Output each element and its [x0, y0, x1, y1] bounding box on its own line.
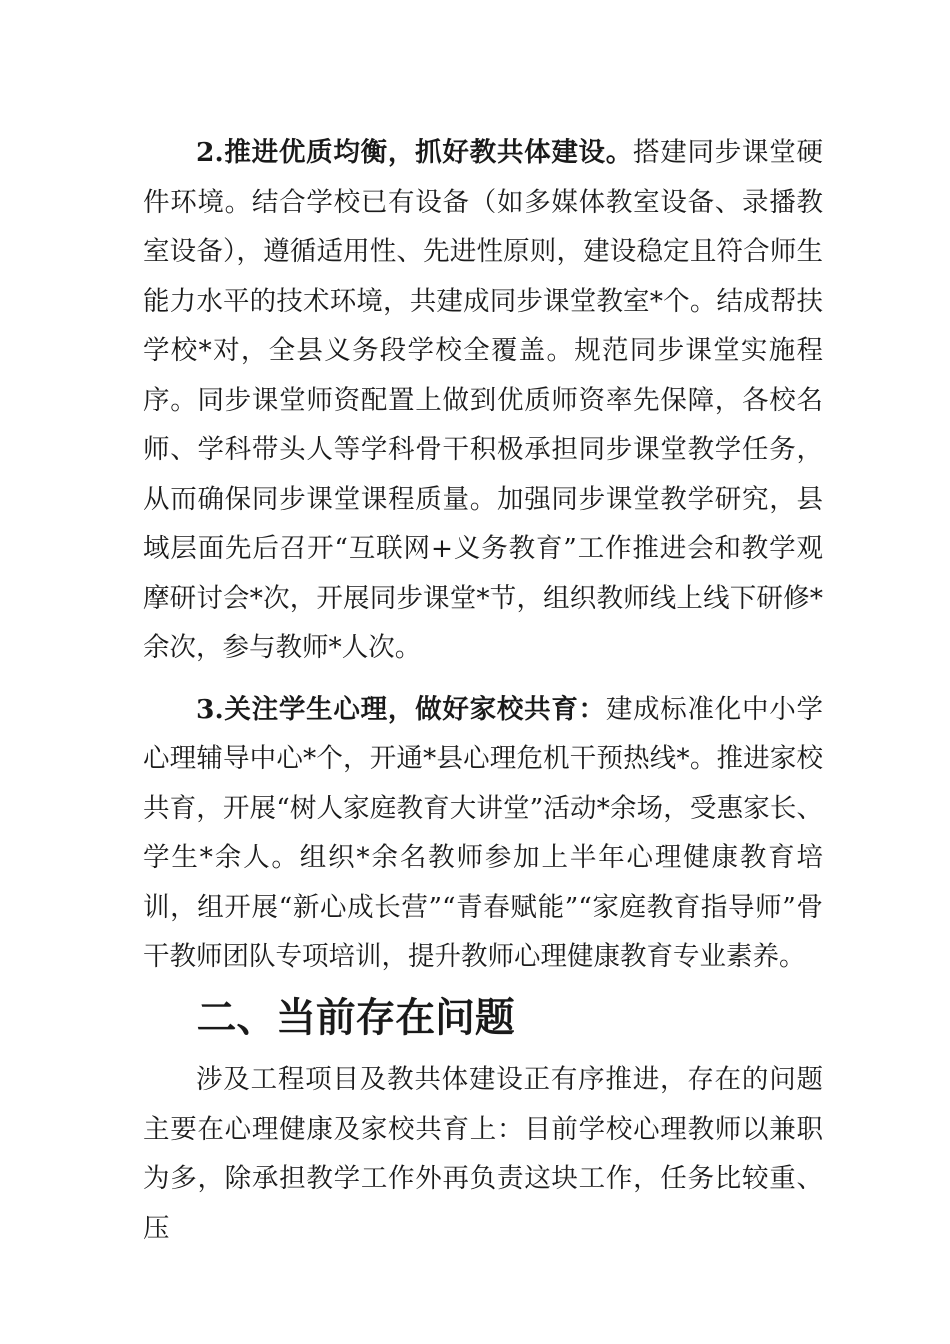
section-lead: 2.推进优质均衡，抓好教共体建设。	[196, 137, 634, 168]
section-paragraph	[143, 128, 823, 673]
section-heading: 二、当前存在问题	[196, 994, 515, 1041]
section-body: 建成标准化中小学心理辅导中心*个，开通*县心理危机干预热线*。推进家校共育，开展“树人家庭教育大讲堂”活动*余场，受惠家长、学生*余人。组织*余名教师参加上半年心理健康教育培训，组开展“新心成长营”“青春赋能”“家庭教育指导师”骨干教师团队专项培训，提升教师心理健康教育专业素养。	[143, 693, 824, 972]
final-paragraph: 涉及工程项目及教共体建设正有序推进，存在的问题主要在心理健康及家校共育上：目前学校心理教师以兼职为多，除承担教学工作外再负责这块工作，任务比较重、压	[143, 1064, 823, 1244]
section-paragraph	[143, 685, 823, 982]
section-body: 搭建同步课堂硬件环境。结合学校已有设备（如多媒体教室设备、录播教室设备），遵循适用性、先进性原则，建设稳定且符合师生能力水平的技术环境，共建成同步课堂教室*个。结成帮扶学校*对，全县义务段学校全覆盖。规范同步课堂实施程序。同步课堂师资配置上做到优质师资率先保障，各校名师、学科带头人等学科骨干积极承担同步课堂教学任务，从而确保同步课堂课程质量。加强同步课堂教学研究，县域层面先后召开“互联网+义务教育”工作推进会和教学观摩研讨会*次，开展同步课堂*节，组织教师线上线下研修*余次，参与教师*人次。	[143, 137, 823, 663]
section-lead: 3.关注学生心理，做好家校共育：	[196, 693, 606, 725]
document-page	[143, 128, 823, 1253]
